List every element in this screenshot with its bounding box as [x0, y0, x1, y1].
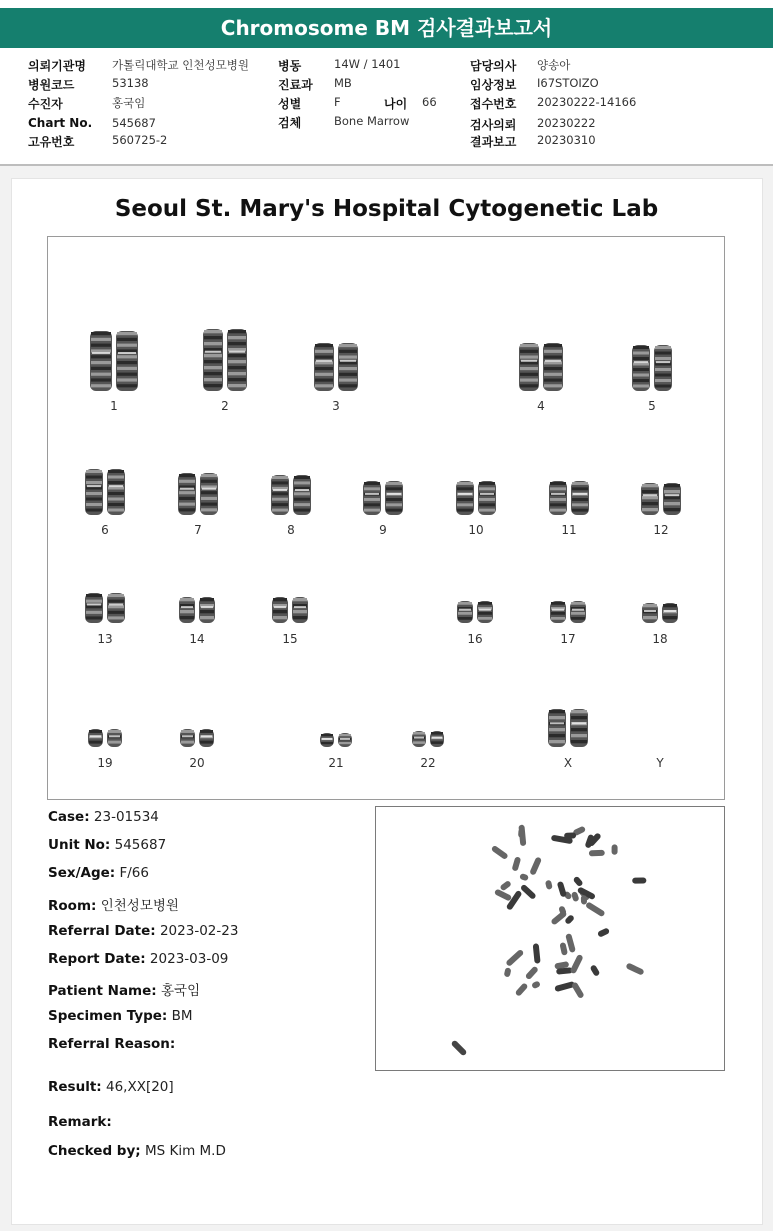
info-value-chart-no: 545687: [112, 116, 156, 130]
chromosome-label-11: 11: [561, 523, 577, 537]
info-value-sex: F: [334, 95, 341, 109]
checked-value: MS Kim M.D: [144, 1143, 226, 1159]
case-label: Case:: [48, 809, 90, 825]
chromosome-pair-2: [203, 329, 247, 391]
info-value-institution: 가톨릭대학교 인천성모병원: [112, 58, 249, 72]
specimen-value: BM: [171, 1008, 193, 1024]
patient-label: Patient Name:: [48, 983, 157, 999]
info-label-doctor: 담당의사: [470, 59, 517, 73]
detail-referral-reason: [48, 1036, 175, 1052]
chromosome-pair-10: [456, 481, 496, 515]
info-label-hospital-code: 병원코드: [28, 78, 75, 92]
chromosome-label-18: 18: [652, 632, 668, 646]
chromosome-pair-15: [272, 597, 308, 623]
info-label-specimen: 검체: [278, 116, 302, 130]
chromosome-label-1: 1: [110, 399, 118, 413]
chromosome-label-21: 21: [328, 756, 344, 770]
karyogram-panel: [47, 236, 725, 800]
detail-result: [48, 1079, 174, 1095]
info-value-department: MB: [334, 76, 352, 90]
chromosome-label-2: 2: [221, 399, 229, 413]
chromosome-pair-4: [519, 343, 563, 391]
info-label-clinical-info: 임상정보: [470, 78, 517, 92]
info-label-sex: 성별: [278, 97, 302, 111]
case-value: 23-01534: [93, 809, 159, 825]
chromosome-pair-13: [85, 593, 125, 623]
chromosome-pair-1: [90, 331, 138, 391]
report-title: Chromosome BM 검사결과보고서: [0, 8, 773, 48]
chromosome-label-13: 13: [97, 632, 113, 646]
patient-value: 홍국임: [160, 983, 201, 999]
result-value: 46,XX[20]: [105, 1079, 174, 1095]
chromosome-label-4: 4: [537, 399, 545, 413]
chromosome-label-6: 6: [101, 523, 109, 537]
chromosome-label-22: 22: [420, 756, 436, 770]
chromosome-pair-7: [178, 473, 218, 515]
chromosome-pair-21: [320, 733, 352, 747]
referral-date-value: 2023-02-23: [159, 923, 239, 939]
unit-label: Unit No:: [48, 837, 111, 853]
info-label-ward: 병동: [278, 59, 302, 73]
referral-date-label: Referral Date:: [48, 923, 156, 939]
info-label-chart-no: Chart No.: [28, 116, 93, 130]
specimen-label: Specimen Type:: [48, 1008, 168, 1024]
info-value-age: 66: [422, 95, 437, 109]
info-value-request-date: 20230222: [537, 116, 596, 130]
info-value-patient: 홍국임: [112, 96, 146, 110]
detail-patient-name: [48, 979, 200, 999]
chromosome-label-19: 19: [97, 756, 113, 770]
info-label-accession-no: 접수번호: [470, 97, 517, 111]
info-value-result-date: 20230310: [537, 133, 596, 147]
chromosome-label-X: X: [563, 756, 573, 770]
chromosome-pair-6: [85, 469, 125, 515]
info-value-specimen: Bone Marrow: [334, 114, 410, 128]
info-value-unique-no: 560725-2: [112, 133, 168, 147]
info-value-hospital-code: 53138: [112, 76, 149, 90]
chromosome-pair-11: [549, 481, 589, 515]
detail-case: [48, 809, 159, 825]
info-value-doctor: 양송아: [537, 58, 571, 72]
chromosome-label-20: 20: [189, 756, 205, 770]
chromosome-pair-20: [180, 729, 214, 747]
reason-label: Referral Reason:: [48, 1036, 176, 1052]
remark-label: Remark:: [48, 1114, 112, 1130]
result-label: Result:: [48, 1079, 102, 1095]
chromosome-pair-22: [412, 731, 444, 747]
sexage-label: Sex/Age:: [48, 865, 116, 881]
chromosome-pair-X: [548, 709, 588, 747]
chromosome-label-5: 5: [648, 399, 656, 413]
chromosome-label-3: 3: [332, 399, 340, 413]
detail-room: [48, 894, 179, 914]
chromosome-label-16: 16: [467, 632, 483, 646]
info-label-request-date: 검사의뢰: [470, 118, 517, 132]
detail-referral-date: [48, 923, 238, 939]
chromosome-label-9: 9: [379, 523, 387, 537]
info-value-accession-no: 20230222-14166: [537, 95, 637, 109]
chromosome-pair-12: [641, 483, 681, 515]
chromosome-pair-5: [632, 345, 672, 391]
chromosome-label-7: 7: [194, 523, 202, 537]
report-date-value: 2023-03-09: [149, 951, 229, 967]
info-value-ward: 14W / 1401: [334, 57, 401, 71]
chromosome-pair-18: [642, 603, 678, 623]
detail-specimen-type: [48, 1008, 193, 1024]
chromosome-pair-17: [550, 601, 586, 623]
chromosome-label-15: 15: [282, 632, 298, 646]
report-date-label: Report Date:: [48, 951, 146, 967]
info-label-result-date: 결과보고: [470, 135, 517, 149]
chromosome-pair-14: [179, 597, 215, 623]
info-label-department: 진료과: [278, 78, 313, 92]
info-label-unique-no: 고유번호: [28, 135, 75, 149]
chromosome-pair-16: [457, 601, 493, 623]
chromosome-pair-8: [271, 475, 311, 515]
chromosome-label-10: 10: [468, 523, 484, 537]
chromosome-label-12: 12: [653, 523, 669, 537]
metaphase-image: [375, 806, 725, 1071]
detail-remark: [48, 1114, 112, 1130]
unit-value: 545687: [114, 837, 167, 853]
info-label-patient: 수진자: [28, 97, 63, 111]
chromosome-pair-19: [88, 729, 122, 747]
checked-label: Checked by;: [48, 1143, 141, 1159]
patient-info-panel: [0, 48, 773, 166]
detail-checked-by: [48, 1143, 226, 1159]
info-label-institution: 의뢰기관명: [28, 59, 86, 73]
room-value: 인천성모병원: [100, 898, 179, 914]
chromosome-pair-9: [363, 481, 403, 515]
detail-report-date: [48, 951, 228, 967]
lab-title: Seoul St. Mary's Hospital Cytogenetic Lab: [114, 196, 659, 222]
detail-sex-age: [48, 865, 149, 881]
detail-unit-no: [48, 837, 166, 853]
info-label-age: 나이: [384, 97, 408, 111]
chromosome-pair-3: [314, 343, 358, 391]
sexage-value: F/66: [119, 865, 149, 881]
chromosome-label-8: 8: [287, 523, 295, 537]
chromosome-label-14: 14: [189, 632, 205, 646]
room-label: Room:: [48, 898, 97, 914]
info-value-clinical-info: I67STOIZO: [537, 76, 599, 90]
chromosome-label-Y: Y: [656, 756, 664, 770]
chromosome-label-17: 17: [560, 632, 576, 646]
